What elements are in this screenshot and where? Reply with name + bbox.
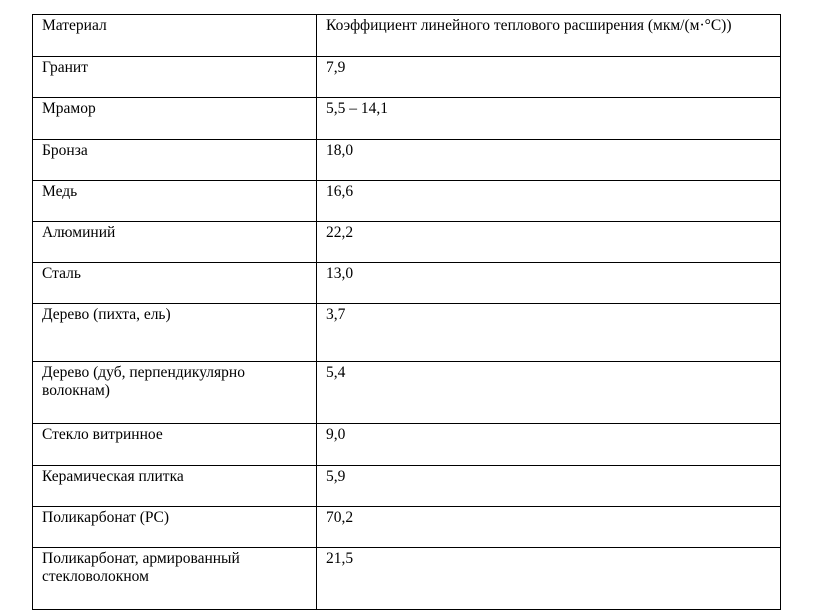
material-cell: Дерево (дуб, перпендикулярно волокнам) [33,362,317,424]
coefficient-cell: 7,9 [317,57,781,98]
coefficient-cell: 9,0 [317,424,781,466]
table-row [33,548,781,610]
coefficient-cell: 21,5 [317,548,781,610]
material-cell: Алюминий [33,222,317,263]
coefficient-cell: 16,6 [317,181,781,222]
coefficient-cell: 5,4 [317,362,781,424]
material-cell: Бронза [33,140,317,181]
table-row [33,140,781,181]
header-coefficient: Коэффициент линейного теплового расширения (мкм/(м·°С)) [317,15,781,57]
material-cell: Гранит [33,57,317,98]
table-row [33,263,781,304]
expansion-coefficient-table [32,14,781,610]
table-row [33,424,781,466]
coefficient-cell: 22,2 [317,222,781,263]
table-row [33,466,781,507]
material-cell: Дерево (пихта, ель) [33,304,317,362]
coefficient-cell: 13,0 [317,263,781,304]
material-cell: Медь [33,181,317,222]
coefficient-cell: 70,2 [317,507,781,548]
material-cell: Стекло витринное [33,424,317,466]
cut-off-paragraph-line [90,605,770,615]
table-row [33,304,781,362]
coefficient-cell: 18,0 [317,140,781,181]
material-cell: Поликарбонат, армированный стекловолокном [33,548,317,610]
header-material: Материал [33,15,317,57]
table-header-row [33,15,781,57]
material-cell: Поликарбонат (PC) [33,507,317,548]
table-row [33,57,781,98]
table-row [33,362,781,424]
coefficient-cell: 5,5 – 14,1 [317,98,781,140]
table-row [33,222,781,263]
material-cell: Мрамор [33,98,317,140]
coefficient-cell: 3,7 [317,304,781,362]
table-row [33,98,781,140]
coefficient-cell: 5,9 [317,466,781,507]
table-row [33,181,781,222]
table-row [33,507,781,548]
material-cell: Сталь [33,263,317,304]
material-cell: Керамическая плитка [33,466,317,507]
